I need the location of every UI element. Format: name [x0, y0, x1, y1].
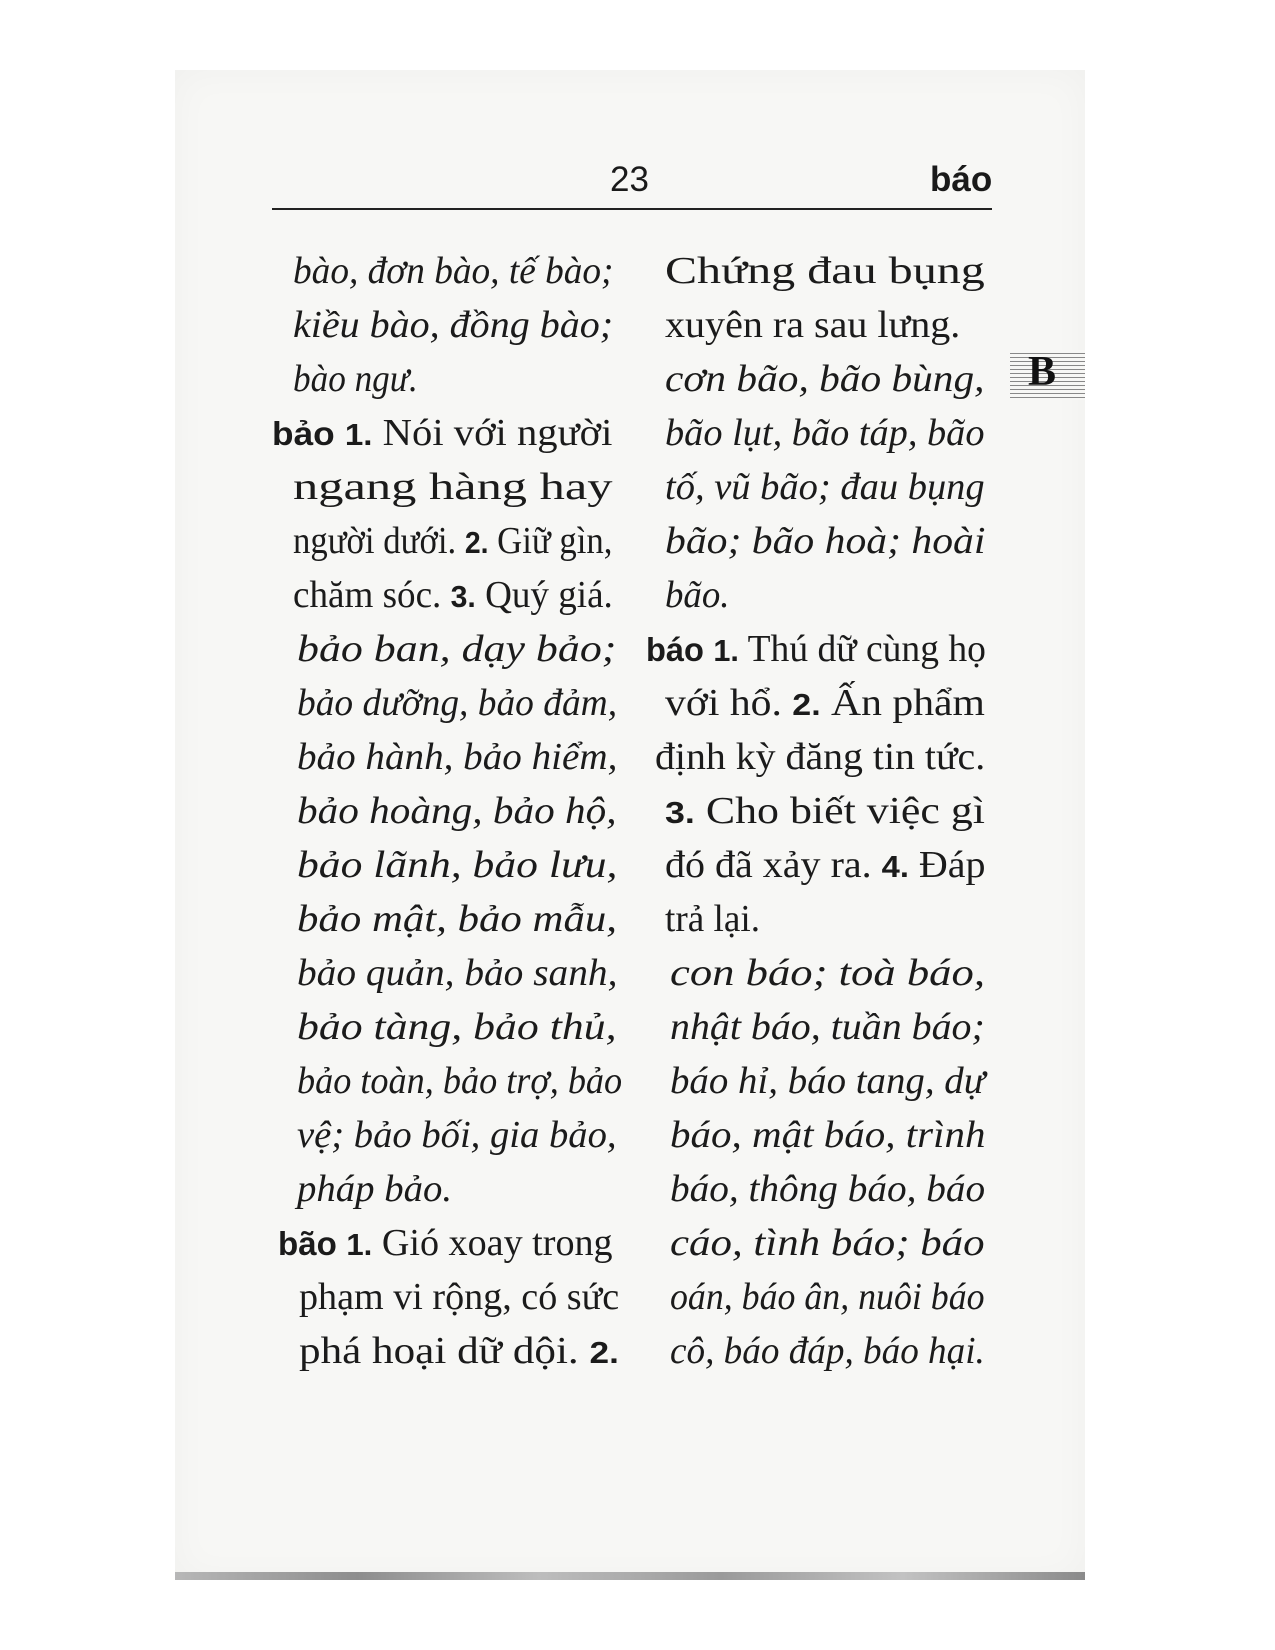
text-line	[665, 900, 760, 938]
example-text: bảo toàn, bảo trợ, bảo	[297, 1060, 623, 1102]
example-text: bảo hành, bảo hiểm,	[297, 736, 618, 778]
definition-text: Nói với người	[372, 412, 613, 454]
sense-number: 2.	[589, 1335, 619, 1370]
headword: bão	[278, 1225, 337, 1262]
guide-word: báo	[930, 160, 993, 199]
text-line	[297, 1116, 617, 1154]
example-text: bão; bão hoà; hoài	[665, 520, 986, 562]
text-line	[297, 1170, 452, 1208]
definition-text: Quý giá.	[475, 574, 613, 616]
example-text: bảo tàng, bảo thủ,	[297, 1006, 617, 1048]
text-line	[297, 684, 617, 722]
example-text: bảo ban, dạy bảo;	[297, 628, 617, 670]
definition-text: người dưới.	[293, 520, 465, 562]
text-line	[665, 252, 985, 290]
example-text: báo, thông báo, báo	[670, 1168, 986, 1210]
example-text: vệ; bảo bối, gia bảo,	[297, 1114, 617, 1156]
example-text: pháp bảo.	[297, 1168, 453, 1210]
text-line	[665, 360, 984, 398]
text-line	[665, 846, 986, 884]
example-text: bảo quản, bảo sanh,	[297, 952, 618, 994]
text-line	[670, 1332, 985, 1370]
example-text: cáo, tình báo; báo	[670, 1222, 985, 1264]
text-line	[670, 1062, 985, 1100]
text-line	[670, 1278, 985, 1316]
definition-text: Giữ gìn,	[488, 520, 613, 562]
page-bottom-edge	[175, 1572, 1085, 1580]
example-text: bảo hoàng, bảo hộ,	[297, 790, 617, 832]
example-text: bảo lãnh, bảo lưu,	[297, 844, 618, 886]
text-line	[293, 468, 613, 506]
text-line	[297, 1062, 622, 1100]
text-line	[665, 522, 985, 560]
text-line	[670, 1116, 986, 1154]
example-text: bảo mật, bảo mẫu,	[297, 898, 618, 940]
definition-text: ngang hàng hay	[293, 466, 613, 508]
example-text: bão.	[665, 574, 730, 616]
text-line	[293, 306, 613, 344]
header-rule	[272, 208, 992, 210]
example-text: bào, đơn bào, tế bào;	[293, 250, 614, 292]
example-text: nhật báo, tuần báo;	[670, 1006, 985, 1048]
definition-text: xuyên ra sau lưng.	[665, 304, 961, 346]
definition-text: Đáp	[908, 844, 986, 886]
text-line	[272, 414, 612, 452]
text-line	[299, 1278, 619, 1316]
sense-number: 2.	[464, 525, 489, 560]
text-line	[297, 792, 617, 830]
text-line	[665, 792, 985, 830]
example-text: bão lụt, bão táp, bão	[665, 412, 985, 454]
text-line	[297, 738, 617, 776]
text-line	[665, 414, 985, 452]
definition-text: Ấn phẩm	[820, 682, 985, 724]
text-line	[293, 522, 612, 560]
definition-text: Thú dữ cùng họ	[738, 628, 986, 670]
definition-text: Cho biết việc gì	[694, 790, 985, 832]
example-text: cơn bão, bão bùng,	[665, 358, 985, 400]
definition-text: Chứng đau bụng	[665, 250, 985, 292]
definition-text: phạm vi rộng, có sức	[299, 1276, 620, 1318]
letter-tab-label: B	[1028, 349, 1057, 395]
definition-text: chăm sóc.	[293, 574, 451, 616]
definition-text: định kỳ đăng tin tức.	[655, 736, 986, 778]
example-text: tố, vũ bão; đau bụng	[665, 466, 985, 508]
text-line	[297, 1008, 617, 1046]
definition-text: với hổ.	[665, 682, 793, 724]
sense-number: 3.	[665, 795, 695, 830]
text-line	[665, 576, 730, 614]
example-text: bảo dưỡng, bảo đảm,	[297, 682, 618, 724]
text-line	[670, 1170, 985, 1208]
sense-number: 1.	[713, 633, 739, 668]
text-line	[297, 900, 617, 938]
text-line	[297, 954, 617, 992]
text-line	[655, 738, 985, 776]
example-text: báo hỉ, báo tang, dự	[670, 1060, 985, 1102]
definition-text: trả lại.	[665, 898, 761, 940]
sense-number: 4.	[881, 849, 909, 884]
sense-number: 1.	[346, 1227, 373, 1262]
text-line	[665, 306, 960, 344]
text-line	[293, 252, 613, 290]
definition-text: Gió xoay trong	[372, 1222, 613, 1264]
text-line	[646, 630, 986, 668]
example-text: oán, báo ân, nuôi báo	[670, 1276, 985, 1318]
definition-text: phá hoại dữ dội.	[299, 1330, 590, 1372]
text-line	[670, 1008, 985, 1046]
sense-number: 2.	[792, 687, 821, 722]
sense-number: 1.	[344, 417, 373, 452]
text-line	[297, 846, 617, 884]
text-line	[670, 1224, 985, 1262]
example-text: cô, báo đáp, báo hại.	[670, 1330, 985, 1372]
example-text: kiều bào, đồng bào;	[293, 304, 614, 346]
sense-number: 3.	[450, 579, 476, 614]
page-number: 23	[610, 160, 649, 199]
definition-text: đó đã xảy ra.	[665, 844, 882, 886]
text-line	[670, 954, 985, 992]
text-line	[299, 1332, 619, 1370]
example-text: báo, mật báo, trình	[670, 1114, 986, 1156]
example-text: con báo; toà báo,	[670, 952, 985, 994]
text-line	[293, 576, 613, 614]
example-text: bào ngư.	[293, 358, 418, 400]
headword: bảo	[272, 415, 335, 452]
text-line	[665, 468, 985, 506]
text-line	[665, 684, 985, 722]
text-line	[297, 630, 616, 668]
headword: báo	[646, 631, 704, 668]
text-line	[293, 360, 418, 398]
text-line	[278, 1224, 613, 1262]
